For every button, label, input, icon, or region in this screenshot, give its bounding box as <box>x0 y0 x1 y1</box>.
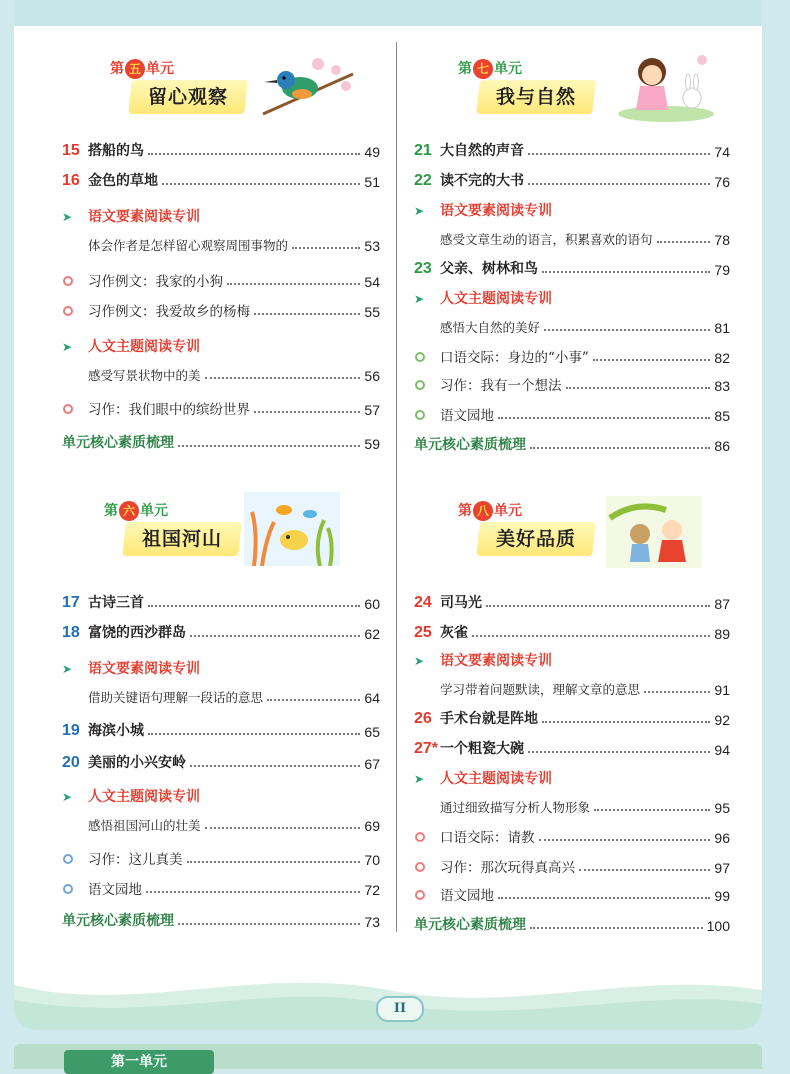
lesson-title: 海滨小城 <box>88 723 144 739</box>
activity-title: 习作：我有一个想法 <box>440 378 562 394</box>
activity-entry <box>62 876 380 898</box>
circle-bullet-icon <box>414 889 440 904</box>
activity-entry <box>414 344 730 366</box>
page-ref: 73 <box>364 914 380 930</box>
page-ref: 64 <box>364 690 380 706</box>
page-ref: 96 <box>714 830 730 846</box>
page-ref: 69 <box>364 818 380 834</box>
page-ref: 74 <box>714 144 730 160</box>
page-ref: 87 <box>714 596 730 612</box>
page-ref: 53 <box>364 238 380 254</box>
lesson-entry <box>414 168 730 190</box>
training-subtopic <box>62 684 380 706</box>
leader-dots <box>472 635 710 637</box>
activity-title: 语文园地 <box>440 888 494 904</box>
unit-badge: 第 五 单元 <box>110 61 174 77</box>
summary-title: 单元核心素质梳理 <box>62 434 174 450</box>
activity-entry <box>414 402 730 424</box>
special-training-label: 语文要素阅读专训 <box>88 209 200 225</box>
lesson-number: 20 <box>62 754 80 771</box>
lesson-entry <box>62 168 380 190</box>
page-ref: 82 <box>714 350 730 366</box>
arrow-right-icon: ➤ <box>414 292 425 306</box>
leader-dots <box>593 359 711 361</box>
page-ref: 85 <box>714 408 730 424</box>
leader-dots <box>498 897 710 899</box>
leader-dots <box>205 827 361 829</box>
special-training-label: 语文要素阅读专训 <box>88 661 200 677</box>
circle-bullet-icon <box>62 403 88 418</box>
activity-title: 习作：这儿真美 <box>88 852 183 868</box>
girl-with-rabbit-icon <box>616 48 716 122</box>
special-training-label: 人文主题阅读专训 <box>88 789 200 805</box>
leader-dots <box>542 721 710 723</box>
unit-header-5 <box>110 58 370 138</box>
activity-title: 语文园地 <box>440 408 494 424</box>
arrow-right-icon: ➤ <box>62 210 73 224</box>
leader-dots <box>486 605 710 607</box>
page-ref: 60 <box>364 596 380 612</box>
page-ref: 86 <box>714 438 730 454</box>
circle-bullet-icon <box>62 275 88 290</box>
activity-title: 口语交际：身边的“小事” <box>440 350 589 366</box>
lesson-title: 读不完的大书 <box>440 173 524 189</box>
coral-fish-icon <box>244 492 340 566</box>
special-training-label: 人文主题阅读专训 <box>440 771 552 787</box>
circle-bullet-icon <box>62 883 88 898</box>
lesson-title: 美丽的小兴安岭 <box>88 755 186 771</box>
page-ref: 78 <box>714 232 730 248</box>
unit-header-7 <box>458 58 748 138</box>
leader-dots <box>148 605 360 607</box>
arrow-right-icon: ➤ <box>62 662 73 676</box>
lesson-number: 18 <box>62 624 80 641</box>
page-ref: 99 <box>714 888 730 904</box>
leader-dots <box>178 445 360 447</box>
unit-badge: 第 六 单元 <box>104 503 168 519</box>
unit-summary-entry <box>62 908 380 930</box>
lesson-number: 24 <box>414 594 432 611</box>
lesson-title: 古诗三首 <box>88 595 144 611</box>
leader-dots <box>544 329 710 331</box>
arrow-right-icon: ➤ <box>414 772 425 786</box>
activity-title: 语文园地 <box>88 882 142 898</box>
page-ref: 89 <box>714 626 730 642</box>
leader-dots <box>178 923 360 925</box>
training-subtopic <box>414 314 730 336</box>
page-ref: 76 <box>714 174 730 190</box>
page-ref: 72 <box>364 882 380 898</box>
lesson-entry <box>414 620 730 642</box>
unit-title: 祖国河山 <box>122 522 242 556</box>
summary-title: 单元核心素质梳理 <box>62 912 174 928</box>
special-training-heading <box>62 334 380 356</box>
activity-entry <box>414 882 730 904</box>
special-training-heading <box>414 198 730 220</box>
training-subtopic <box>62 812 380 834</box>
leader-dots <box>146 891 360 893</box>
page-ref: 54 <box>364 274 380 290</box>
page-ref: 95 <box>714 800 730 816</box>
leader-dots <box>227 283 360 285</box>
leader-dots <box>254 411 360 413</box>
lesson-entry <box>414 256 730 278</box>
lesson-title: 司马光 <box>440 595 482 611</box>
subtopic-text: 体会作者是怎样留心观察周围事物的 <box>88 238 289 253</box>
page-ref: 92 <box>714 712 730 728</box>
leader-dots <box>657 241 711 243</box>
page-ref: 65 <box>364 724 380 740</box>
lesson-entry <box>414 706 730 728</box>
special-training-label: 语文要素阅读专训 <box>440 653 552 669</box>
lesson-number: 17 <box>62 594 80 611</box>
subtopic-text: 感悟大自然的美好 <box>440 320 541 335</box>
special-training-label: 语文要素阅读专训 <box>440 203 552 219</box>
leader-dots <box>187 861 361 863</box>
page-ref: 49 <box>364 144 380 160</box>
unit-summary-entry <box>414 912 730 934</box>
unit-header-8 <box>458 500 748 580</box>
page-ref: 51 <box>364 174 380 190</box>
leader-dots <box>528 183 710 185</box>
circle-bullet-icon <box>414 351 440 366</box>
special-training-heading <box>62 784 380 806</box>
children-animals-icon <box>606 496 702 568</box>
page-ref: 56 <box>364 368 380 384</box>
leader-dots <box>148 733 360 735</box>
activity-entry <box>414 372 730 394</box>
special-training-heading <box>414 766 730 788</box>
leader-dots <box>148 153 360 155</box>
leader-dots <box>539 839 711 841</box>
lesson-entry <box>62 718 380 740</box>
leader-dots <box>528 751 710 753</box>
activity-entry <box>62 268 380 290</box>
subtopic-text: 借助关键语句理解一段话的意思 <box>88 690 264 705</box>
page-ref: 57 <box>364 402 380 418</box>
leader-dots <box>190 765 360 767</box>
circle-bullet-icon <box>414 409 440 424</box>
unit-header-6 <box>104 500 374 580</box>
leader-dots <box>566 387 711 389</box>
page-ref: 81 <box>714 320 730 336</box>
activity-entry <box>414 854 730 876</box>
kingfisher-bird-icon <box>258 54 358 124</box>
lesson-number: 27* <box>414 740 439 757</box>
lesson-title: 金色的草地 <box>88 173 158 189</box>
unit-badge: 第 八 单元 <box>458 503 522 519</box>
page-ref: 97 <box>714 860 730 876</box>
page-ref: 83 <box>714 378 730 394</box>
lesson-title: 灰雀 <box>440 625 468 641</box>
leader-dots <box>530 927 703 929</box>
leader-dots <box>644 691 710 693</box>
subtopic-text: 学习带着问题默读，理解文章的意思 <box>440 682 641 697</box>
training-subtopic <box>414 226 730 248</box>
activity-entry <box>62 298 380 320</box>
unit-title: 我与自然 <box>476 80 596 114</box>
circle-bullet-icon <box>414 861 440 876</box>
arrow-right-icon: ➤ <box>62 790 73 804</box>
subtopic-text: 感受写景状物中的美 <box>88 368 201 383</box>
unit-summary-entry <box>62 430 380 452</box>
special-training-heading <box>62 656 380 678</box>
toc-page <box>14 0 762 1030</box>
special-training-label: 人文主题阅读专训 <box>88 339 200 355</box>
page-ref: 91 <box>714 682 730 698</box>
training-subtopic <box>414 794 730 816</box>
activity-title: 口语交际：请教 <box>440 830 535 846</box>
arrow-right-icon: ➤ <box>414 204 425 218</box>
special-training-heading <box>414 648 730 670</box>
column-divider <box>396 42 397 932</box>
lesson-title: 一个粗瓷大碗 <box>440 741 524 757</box>
activity-title: 习作例文：我爱故乡的杨梅 <box>88 304 250 320</box>
activity-title: 习作：我们眼中的缤纷世界 <box>88 402 250 418</box>
lesson-entry <box>62 750 380 772</box>
activity-entry <box>62 846 380 868</box>
lesson-entry <box>414 138 730 160</box>
unit-title: 美好品质 <box>476 522 596 556</box>
summary-title: 单元核心素质梳理 <box>414 436 526 452</box>
circle-bullet-icon <box>414 831 440 846</box>
special-training-heading <box>62 204 380 226</box>
page-ref: 55 <box>364 304 380 320</box>
activity-entry <box>62 396 380 418</box>
page-ref: 100 <box>706 918 730 934</box>
special-training-label: 人文主题阅读专训 <box>440 291 552 307</box>
circle-bullet-icon <box>62 853 88 868</box>
page-ref: 67 <box>364 756 380 772</box>
activity-title: 习作例文：我家的小狗 <box>88 274 223 290</box>
lesson-number: 22 <box>414 172 432 189</box>
training-subtopic <box>414 676 730 698</box>
leader-dots <box>190 635 360 637</box>
lesson-entry <box>62 138 380 160</box>
lesson-number: 26 <box>414 710 432 727</box>
lesson-title: 大自然的声音 <box>440 143 524 159</box>
leader-dots <box>254 313 360 315</box>
leader-dots <box>530 447 710 449</box>
subtopic-text: 通过细致描写分析人物形象 <box>440 800 591 815</box>
lesson-number: 21 <box>414 142 432 159</box>
unit-badge: 第 七 单元 <box>458 61 522 77</box>
subtopic-text: 感受文章生动的语言，积累喜欢的语句 <box>440 232 653 247</box>
next-page-preview <box>14 1044 762 1069</box>
summary-title: 单元核心素质梳理 <box>414 916 526 932</box>
circle-bullet-icon <box>62 305 88 320</box>
lesson-title: 手术台就是阵地 <box>440 711 538 727</box>
lesson-number: 19 <box>62 722 80 739</box>
training-subtopic <box>62 232 380 254</box>
leader-dots <box>292 247 360 249</box>
page-ref: 59 <box>364 436 380 452</box>
circle-bullet-icon <box>414 379 440 394</box>
leader-dots <box>528 153 710 155</box>
page-ref: 79 <box>714 262 730 278</box>
lesson-entry <box>62 620 380 642</box>
lesson-title: 父亲、树林和鸟 <box>440 261 538 277</box>
lesson-title: 搭船的鸟 <box>88 143 144 159</box>
leader-dots <box>594 809 710 811</box>
lesson-entry <box>62 590 380 612</box>
page-number: II <box>376 996 424 1022</box>
leader-dots <box>579 869 710 871</box>
page-ref: 94 <box>714 742 730 758</box>
lesson-number: 15 <box>62 142 80 159</box>
lesson-number: 25 <box>414 624 432 641</box>
training-subtopic <box>62 362 380 384</box>
leader-dots <box>205 377 361 379</box>
special-training-heading <box>414 286 730 308</box>
subtopic-text: 感悟祖国河山的壮美 <box>88 818 201 833</box>
unit-title: 留心观察 <box>128 80 248 114</box>
lesson-number: 16 <box>62 172 80 189</box>
unit-summary-entry <box>414 432 730 454</box>
page-ref: 70 <box>364 852 380 868</box>
lesson-number: 23 <box>414 260 432 277</box>
leader-dots <box>498 417 710 419</box>
lesson-entry <box>414 736 730 758</box>
lesson-title: 富饶的西沙群岛 <box>88 625 186 641</box>
leader-dots <box>542 271 710 273</box>
arrow-right-icon: ➤ <box>414 654 425 668</box>
next-unit-badge: 第一单元 <box>64 1050 214 1074</box>
leader-dots <box>162 183 360 185</box>
arrow-right-icon: ➤ <box>62 340 73 354</box>
activity-entry <box>414 824 730 846</box>
activity-title: 习作：那次玩得真高兴 <box>440 860 575 876</box>
leader-dots <box>267 699 360 701</box>
page-ref: 62 <box>364 626 380 642</box>
lesson-entry <box>414 590 730 612</box>
